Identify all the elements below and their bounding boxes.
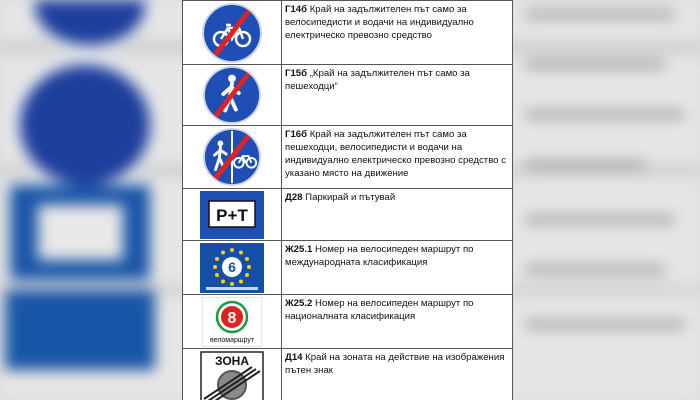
end-shared-path-sign-icon	[202, 127, 262, 187]
park-and-ride-sign-icon	[200, 191, 264, 239]
table-row	[183, 65, 513, 126]
sign-code: Ж25.2	[285, 298, 313, 309]
sign-description: Край на задължителен път само за пешеходци, велосипедисти и водачи на индивидуално електрическо превозно средство с указано място на движение	[285, 129, 506, 179]
sign-code: Д28	[285, 192, 303, 203]
end-of-zone-sign-icon	[200, 351, 264, 400]
table-row	[183, 295, 513, 349]
sign-description: „Край на задължителен път само за пешеходци“	[285, 68, 470, 92]
national-bike-route-sign-icon	[202, 297, 262, 347]
sign-label: ЗОНА	[214, 353, 250, 368]
sign-label: 8	[227, 309, 237, 327]
sign-label: 6	[228, 258, 236, 275]
table-row	[183, 126, 513, 189]
sign-code: Г15б	[285, 68, 308, 79]
sign-description: Край на задължителен път само за велосипедисти и водачи на индивидуално електрическо превозно средство	[285, 4, 474, 41]
sign-description: Номер на велосипеден маршрут по международната класификация	[285, 244, 474, 268]
sign-caption: веломаршрут	[209, 336, 255, 344]
table-row	[183, 241, 513, 295]
sign-code: Ж25.1	[285, 244, 313, 255]
end-bicycle-path-sign-icon	[201, 2, 263, 64]
eurovelo-route-sign-icon	[200, 243, 264, 293]
sign-code: Г16б	[285, 129, 308, 140]
signs-table	[182, 0, 513, 400]
end-pedestrian-path-sign-icon	[202, 65, 262, 125]
document-page	[182, 0, 513, 400]
table-row	[183, 1, 513, 65]
sign-description: Номер на велосипеден маршрут по националната класификация	[285, 298, 474, 322]
sign-description: Паркирай и пътувай	[302, 192, 396, 203]
sign-label: P+T	[216, 205, 248, 225]
sign-code: Г14б	[285, 4, 308, 15]
table-row	[183, 189, 513, 241]
sign-code: Д14	[285, 352, 303, 363]
sign-description: Край на зоната на действие на изображения пътен знак	[285, 352, 505, 376]
table-row	[183, 349, 513, 400]
